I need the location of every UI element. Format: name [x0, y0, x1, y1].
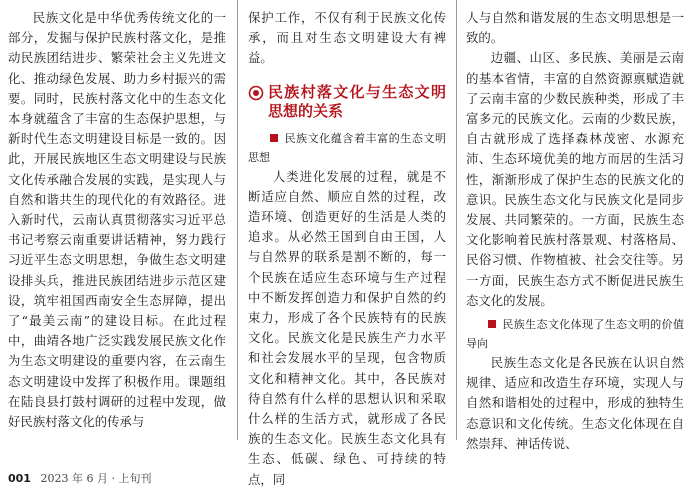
sub-heading-text: 民族生态文化体现了生态文明的价值导向: [466, 318, 684, 351]
page-number: 001: [8, 472, 31, 485]
paragraph: 边疆、山区、多民族、美丽是云南的基本省情，丰富的自然资源禀赋造就了云南丰富的少数民族种类，形成了丰富多元的民族文化。云南的少数民族，自古就形成了选择森林茂密、水源充沛、生态环境优美的地方而居的生活习性，渐渐形成了保护生态的民族文化的意识。民族生态文化与民族文化是同步发展、共同繁荣的。一方面，民族生态文化影响着民族村落景观、村落格局、民俗习惯、作物植被、社会交往等。另一方面，民族生态方式不断促进民族生态文化的发展。: [466, 50, 684, 308]
column-divider: [237, 0, 238, 440]
sub-heading: [466, 315, 684, 353]
sub-heading-text: 民族文化蕴含着丰富的生态文明思想: [248, 131, 446, 164]
text-column-2: [248, 8, 446, 490]
paragraph: 人类进化发展的过程，就是不断适应自然、顺应自然的过程，改造环境、创造更好的生活是人类的追求。从必然王国到自由王国，人与自然界的联系是割不断的，每一个民族在适应生态环境与生产过程中不断发挥创造力和保护自然的约束力，形成了各个民族特有的民族文化。民族文化是民族生产力水平和社会发展水平的呈现，包含物质文化和精神文化。其中，各民族对待自然有什么样的思想认识和采取什么样的生活方式，就形成了各民族的生态文化。民族生态文化具有生态、低碳、绿色、可持续的特点，同: [248, 168, 446, 487]
square-bullet-icon: [488, 320, 496, 328]
paragraph: 民族生态文化是各民族在认识自然规律、适应和改造生存环境，实现人与自然和谐相处的过程中，形成的独特生态意识和文化传统。生态文化体现在自然崇拜、神话传说、: [466, 355, 684, 451]
issue-label: 2023 年 6 月 · 上旬刊: [40, 472, 152, 485]
paragraph: 人与自然和谐发展的生态文明思想是一致的。: [466, 10, 684, 46]
section-heading-text: 民族村落文化与生态文明思想的关系: [268, 82, 446, 120]
column-divider: [456, 0, 457, 440]
text-column-3: [466, 8, 684, 454]
sub-heading: [248, 129, 446, 167]
square-bullet-icon: [270, 134, 278, 142]
section-heading: [248, 83, 446, 121]
section-marker-icon: [248, 85, 264, 101]
page-footer: [8, 470, 151, 486]
text-column-1: [8, 8, 226, 432]
paragraph: 民族文化是中华优秀传统文化的一部分，发掘与保护民族村落文化，是推动民族团结进步、繁荣社会主义先进文化、推动绿色发展、助力乡村振兴的需要。同时，民族村落文化中的生态文化本身就蕴含了丰富的生态保护思想，与新时代生态文明建设目标是一致的。因此，开展民族地区生态文明建设与民族文化传承融合发展的实践，是实现人与自然和谐共生的现代化的有效路径。进入新时代，云南认真贯彻落实习近平总书记考察云南重要讲话精神，努力践行习近平生态文明思想，争做生态文明建设排头兵，推进民族团结进步示范区建设，筑牢祖国西南安全生态屏障，提出了“最美云南”的建设目标。在此过程中，曲靖各地广泛实践发展民族文化作为生态文明建设的重要内容，在云南生态文明建设中发挥了积极作用。课题组在陆良县打鼓村调研的过程中发现，做好民族村落文化的传承与: [8, 10, 226, 430]
paragraph: 保护工作，不仅有利于民族文化传承，而且对生态文明建设大有裨益。: [248, 10, 446, 66]
